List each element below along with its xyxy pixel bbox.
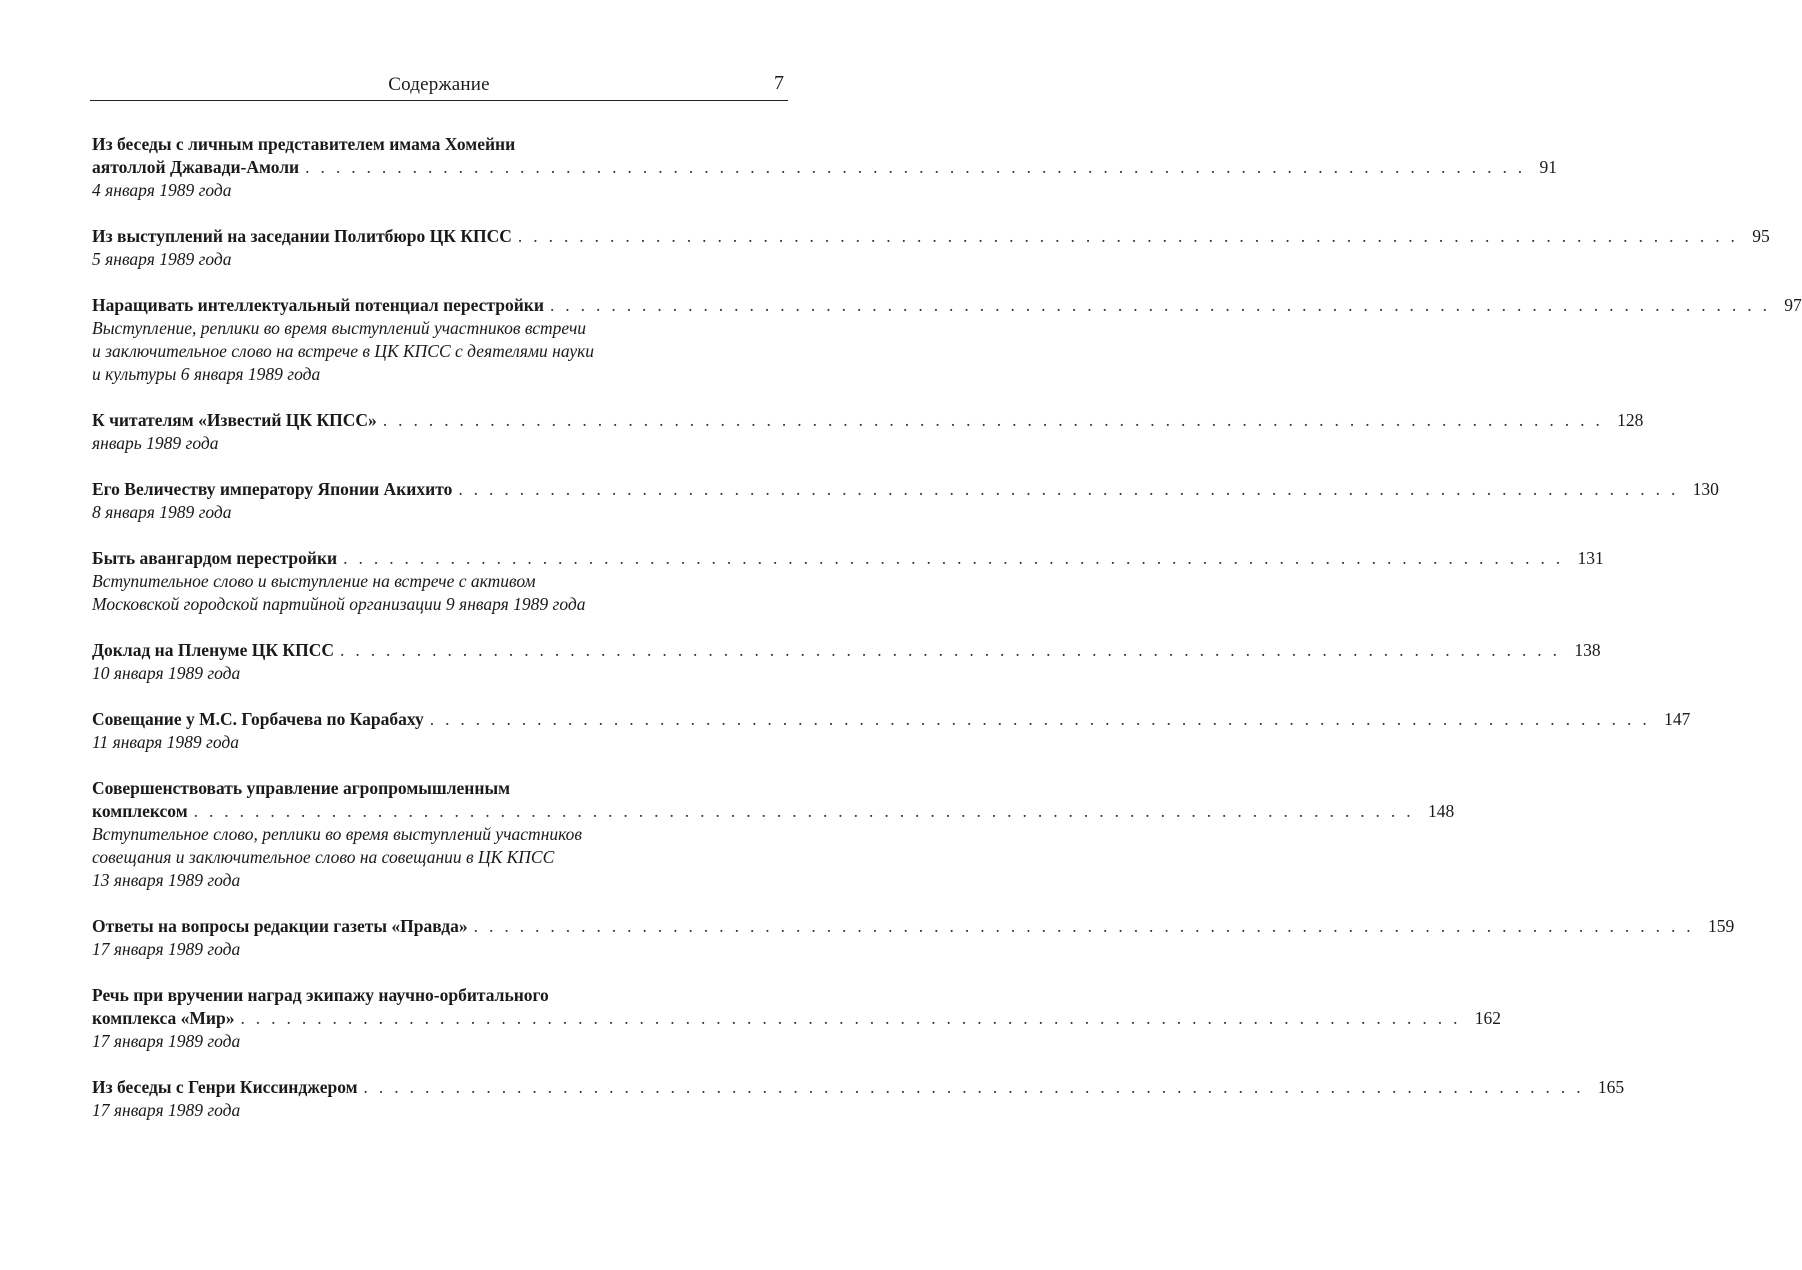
entry-date: 10 января 1989 года — [92, 663, 241, 683]
entry-date: 17 января 1989 года — [92, 1100, 241, 1120]
entry-page-number: 165 — [1597, 1077, 1625, 1097]
entry-page-number: 128 — [1617, 410, 1644, 430]
entry-page-number: 162 — [1474, 1008, 1502, 1028]
toc-entry — [92, 547, 1604, 616]
entry-leader-line — [92, 915, 1735, 938]
entry-title: Из выступлений на заседании Политбюро ЦК КПСС — [92, 226, 512, 246]
entry-title-line: Из беседы с личным представителем имама Хомейни — [92, 134, 516, 154]
toc-entry — [92, 225, 1770, 271]
entry-page-number: 131 — [1577, 548, 1604, 568]
entry-leader-line — [92, 294, 1802, 317]
entry-leader-line — [92, 800, 1455, 823]
entry-description: и заключительное слово на встрече в ЦК КПСС с деятелями науки — [92, 341, 595, 361]
entry-leader-line — [92, 156, 1557, 179]
toc-entry — [92, 639, 1601, 685]
toc-entry — [92, 294, 1802, 386]
entry-page-number: 95 — [1752, 226, 1770, 246]
toc-entry — [92, 708, 1691, 754]
entry-page-number: 148 — [1427, 801, 1455, 821]
dot-leader: . . . . . . . . . . . . . . . . . . . . . . . . . . . . . . . . . . . . . . . . . . . . . . . . . . . . . . . . . . . . . . . . . . . . . . . . . . . . . . . . — [549, 295, 1771, 315]
toc-entry — [92, 915, 1735, 961]
header-title: Содержание — [388, 74, 490, 95]
dot-leader: . . . . . . . . . . . . . . . . . . . . . . . . . . . . . . . . . . . . . . . . . . . . . . . . . . . . . . . . . . . . . . . . . . . . . . . . . . . . . . . . — [458, 479, 1679, 499]
toc-entry — [92, 478, 1719, 524]
dot-leader: . . . . . . . . . . . . . . . . . . . . . . . . . . . . . . . . . . . . . . . . . . . . . . . . . . . . . . . . . . . . . . . . . . . . . . . . . . . . . . . . — [193, 801, 1414, 821]
entry-leader-line — [92, 478, 1719, 501]
toc-entry — [92, 1076, 1625, 1122]
entry-title: Наращивать интеллектуальный потенциал перестройки — [92, 295, 544, 315]
entry-leader-line — [92, 708, 1691, 731]
dot-leader: . . . . . . . . . . . . . . . . . . . . . . . . . . . . . . . . . . . . . . . . . . . . . . . . . . . . . . . . . . . . . . . . . . . . . . . . . . . . . . . . — [429, 709, 1651, 729]
entry-date: 5 января 1989 года — [92, 249, 232, 269]
entry-title: аятоллой Джавади-Амоли — [92, 157, 300, 177]
toc-entry — [92, 409, 1644, 455]
entry-leader-line — [92, 225, 1770, 248]
entry-page-number: 138 — [1574, 640, 1601, 660]
entry-title: комплексом — [92, 801, 188, 821]
entry-leader-line — [92, 1007, 1502, 1030]
entry-date: 11 января 1989 года — [92, 732, 239, 752]
entry-title: К читателям «Известий ЦК КПСС» — [92, 410, 377, 430]
entry-date: 8 января 1989 года — [92, 502, 232, 522]
entry-description: Вступительное слово, реплики во время выступлений участников — [92, 824, 582, 844]
entry-page-number: 97 — [1784, 295, 1802, 315]
entry-description: Вступительное слово и выступление на встрече с активом — [92, 571, 536, 591]
entry-title: комплекса «Мир» — [92, 1008, 235, 1028]
dot-leader: . . . . . . . . . . . . . . . . . . . . . . . . . . . . . . . . . . . . . . . . . . . . . . . . . . . . . . . . . . . . . . . . . . . . . . . . . . . . . . . . — [340, 640, 1561, 660]
running-header — [90, 72, 788, 101]
toc-entry — [92, 777, 1455, 892]
entry-description: Выступление, реплики во время выступлений участников встречи — [92, 318, 587, 338]
table-of-contents — [92, 133, 1802, 1145]
toc-entry — [92, 133, 1557, 202]
entry-title: Из беседы с Генри Киссинджером — [92, 1077, 358, 1097]
entry-page-number: 147 — [1664, 709, 1691, 729]
entry-leader-line — [92, 639, 1601, 662]
entry-title: Быть авангардом перестройки — [92, 548, 338, 568]
entry-title: Доклад на Пленуме ЦК КПСС — [92, 640, 334, 660]
entry-date: 17 января 1989 года — [92, 1031, 241, 1051]
dot-leader: . . . . . . . . . . . . . . . . . . . . . . . . . . . . . . . . . . . . . . . . . . . . . . . . . . . . . . . . . . . . . . . . . . . . . . . . . . . . . . . . — [382, 410, 1604, 430]
dot-leader: . . . . . . . . . . . . . . . . . . . . . . . . . . . . . . . . . . . . . . . . . . . . . . . . . . . . . . . . . . . . . . . . . . . . . . . . . . . . . . . . — [473, 916, 1694, 936]
entry-page-number: 91 — [1539, 157, 1557, 177]
entry-leader-line — [92, 409, 1644, 432]
entry-title-line: Совершенствовать управление агропромышленным — [92, 778, 511, 798]
entry-title-line: Речь при вручении наград экипажу научно-орбитального — [92, 985, 549, 1005]
page-number: 7 — [774, 72, 784, 94]
entry-date: январь 1989 года — [92, 433, 219, 453]
entry-description: и культуры 6 января 1989 года — [92, 364, 321, 384]
entry-date: 4 января 1989 года — [92, 180, 232, 200]
toc-entry — [92, 984, 1502, 1053]
entry-leader-line — [92, 1076, 1625, 1099]
entry-date: 13 января 1989 года — [92, 870, 241, 890]
dot-leader: . . . . . . . . . . . . . . . . . . . . . . . . . . . . . . . . . . . . . . . . . . . . . . . . . . . . . . . . . . . . . . . . . . . . . . . . . . . . . . . . — [305, 157, 1526, 177]
entry-leader-line — [92, 547, 1604, 570]
dot-leader: . . . . . . . . . . . . . . . . . . . . . . . . . . . . . . . . . . . . . . . . . . . . . . . . . . . . . . . . . . . . . . . . . . . . . . . . . . . . . . . . — [517, 226, 1739, 246]
dot-leader: . . . . . . . . . . . . . . . . . . . . . . . . . . . . . . . . . . . . . . . . . . . . . . . . . . . . . . . . . . . . . . . . . . . . . . . . . . . . . . . . — [363, 1077, 1584, 1097]
entry-title: Его Величеству императору Японии Акихито — [92, 479, 453, 499]
entry-date: 17 января 1989 года — [92, 939, 241, 959]
entry-description: Московской городской партийной организации 9 января 1989 года — [92, 594, 586, 614]
dot-leader: . . . . . . . . . . . . . . . . . . . . . . . . . . . . . . . . . . . . . . . . . . . . . . . . . . . . . . . . . . . . . . . . . . . . . . . . . . . . . . . . — [240, 1008, 1461, 1028]
entry-title: Ответы на вопросы редакции газеты «Правда» — [92, 916, 468, 936]
entry-description: совещания и заключительное слово на совещании в ЦК КПСС — [92, 847, 555, 867]
entry-title: Совещание у М.С. Горбачева по Карабаху — [92, 709, 424, 729]
entry-page-number: 130 — [1692, 479, 1719, 499]
entry-page-number: 159 — [1707, 916, 1735, 936]
dot-leader: . . . . . . . . . . . . . . . . . . . . . . . . . . . . . . . . . . . . . . . . . . . . . . . . . . . . . . . . . . . . . . . . . . . . . . . . . . . . . . . . — [343, 548, 1564, 568]
